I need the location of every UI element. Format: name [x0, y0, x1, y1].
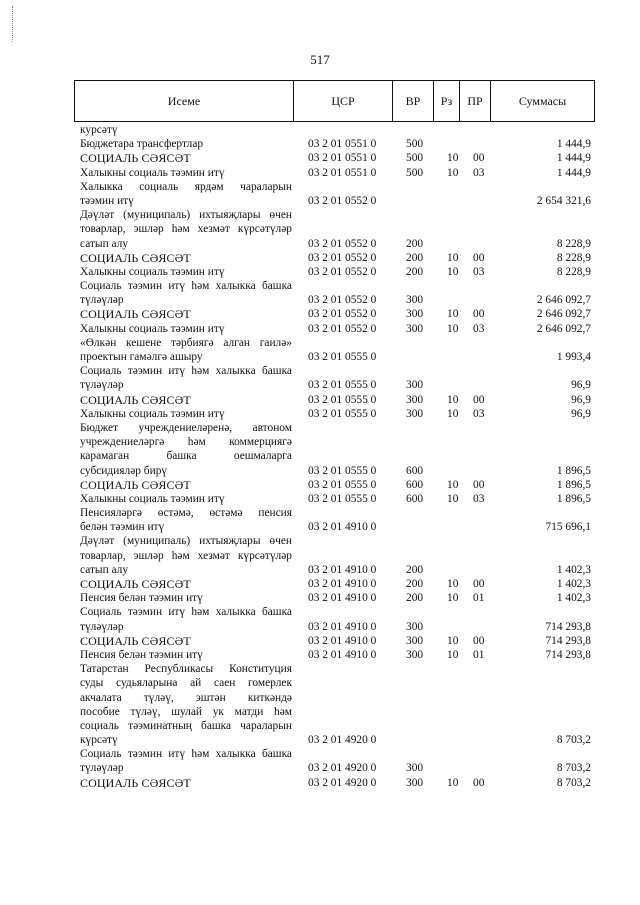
cell-vr: 300: [406, 308, 424, 321]
table-row: [80, 733, 595, 747]
cell-name: СОЦИАЛЬ СӘЯСӘТ: [80, 577, 191, 591]
cell-vr: 300: [406, 393, 424, 406]
cell-csr: 03 2 01 0555 0: [308, 407, 377, 420]
cell-vr: 300: [406, 407, 424, 420]
cell-sum: 714 293,8: [545, 634, 591, 647]
cell-sum: 1 402,3: [556, 578, 591, 590]
cell-name: күрсәтү: [80, 734, 118, 747]
cell-sum: 8 703,2: [556, 762, 591, 775]
cell-pr: 00: [473, 393, 485, 406]
cell-name: пособие түләү, шулай ук матди һәм: [80, 705, 292, 718]
cell-name: түләүләр: [80, 379, 124, 392]
cell-csr: 03 2 01 4910 0: [308, 521, 377, 534]
cell-pr: 03: [473, 492, 485, 505]
cell-name: сатып алу: [80, 237, 129, 250]
cell-csr: 03 2 01 4920 0: [308, 734, 377, 747]
cell-name: СОЦИАЛЬ СӘЯСӘТ: [80, 477, 191, 492]
table-header: [74, 80, 595, 122]
table-row: [80, 336, 595, 350]
cell-pr: 03: [473, 265, 485, 278]
table-row: [80, 322, 595, 336]
table-row: [80, 279, 595, 293]
table-row: [80, 208, 595, 222]
cell-name: суды судьяларына ай саен гомерлек: [80, 677, 292, 690]
header-pr: ПР: [460, 81, 491, 121]
table-row: [80, 563, 595, 577]
cell-rz: 10: [447, 166, 459, 179]
cell-pr: 03: [473, 322, 485, 335]
cell-name: Бюджетара трансфертлар: [80, 138, 204, 151]
table-row: [80, 194, 595, 208]
cell-rz: 10: [447, 308, 459, 321]
cell-csr: 03 2 01 4910 0: [308, 648, 377, 661]
cell-vr: 500: [406, 138, 424, 151]
table-row: [80, 407, 595, 421]
cell-name: Халыкны социаль тәэмин итү: [80, 322, 225, 335]
table-row: [80, 591, 595, 605]
cell-name: Пенсияләргә өстәмә, өстәмә пенсия: [80, 507, 292, 520]
cell-name: Социаль тәэмин итү һәм халыкка башка: [80, 748, 292, 761]
cell-pr: 00: [473, 251, 485, 264]
cell-csr: 03 2 01 0555 0: [308, 379, 377, 392]
cell-vr: 300: [406, 634, 424, 647]
table-row: [80, 421, 595, 435]
cell-rz: 10: [447, 265, 459, 278]
cell-sum: 96,9: [571, 393, 591, 406]
cell-csr: 03 2 01 0551 0: [308, 152, 377, 165]
table-row: [80, 676, 595, 690]
cell-name: курсәтү: [80, 124, 118, 136]
table-row: [80, 251, 595, 265]
cell-vr: 500: [406, 166, 424, 179]
table-row: [80, 180, 595, 194]
cell-sum: 1 896,5: [556, 492, 591, 505]
cell-rz: 10: [447, 776, 459, 789]
cell-name: тәэмин итү: [80, 194, 134, 207]
cell-pr: 00: [473, 578, 485, 590]
cell-name: СОЦИАЛЬ СӘЯСӘТ: [80, 775, 191, 790]
table-body: [80, 123, 595, 790]
cell-vr: 300: [406, 762, 424, 775]
cell-name: Социаль тәэмин итү һәм халыкка башка: [80, 280, 292, 293]
cell-pr: 03: [473, 166, 485, 179]
cell-vr: 300: [406, 322, 424, 335]
cell-vr: 300: [406, 648, 424, 661]
table-row: [80, 151, 595, 165]
cell-vr: 200: [406, 592, 424, 605]
cell-name: СОЦИАЛЬ СӘЯСӘТ: [80, 151, 191, 166]
table-row: [80, 506, 595, 520]
cell-vr: 200: [406, 563, 424, 576]
cell-sum: 2 646 092,7: [536, 294, 591, 307]
cell-csr: 03 2 01 4910 0: [308, 563, 377, 576]
header-name: Исеме: [75, 81, 294, 121]
cell-sum: 1 896,5: [556, 478, 591, 491]
cell-csr: 03 2 01 0555 0: [308, 492, 377, 505]
cell-pr: 00: [473, 308, 485, 321]
cell-pr: 00: [473, 776, 485, 789]
cell-name: товарлар, эшләр һәм хезмәт күрсәтүләр: [80, 549, 292, 562]
cell-sum: 1 444,9: [556, 152, 591, 165]
cell-rz: 10: [447, 152, 459, 165]
header-csr: ЦСР: [294, 81, 393, 121]
table-row: [80, 393, 595, 407]
cell-rz: 10: [447, 251, 459, 264]
cell-csr: 03 2 01 0555 0: [308, 478, 377, 491]
cell-sum: 8 228,9: [556, 251, 591, 264]
table-row: [80, 705, 595, 719]
cell-name: СОЦИАЛЬ СӘЯСӘТ: [80, 307, 191, 322]
cell-name: товарлар, эшләр һәм хезмәт күрсәтүләр: [80, 223, 292, 236]
cell-name: СОЦИАЛЬ СӘЯСӘТ: [80, 250, 191, 265]
table-row: [80, 648, 595, 662]
cell-pr: 00: [473, 152, 485, 165]
cell-name: белән тәэмин итү: [80, 521, 165, 534]
cell-name: сатып алу: [80, 563, 129, 576]
cell-vr: 300: [406, 620, 424, 633]
cell-vr: 300: [406, 294, 424, 307]
cell-rz: 10: [447, 592, 459, 605]
cell-sum: 96,9: [571, 379, 591, 392]
cell-vr: 300: [406, 776, 424, 789]
table-row: [80, 293, 595, 307]
cell-pr: 00: [473, 478, 485, 491]
table-row: [80, 478, 595, 492]
cell-sum: 1 896,5: [556, 464, 591, 477]
cell-pr: 03: [473, 407, 485, 420]
cell-vr: 500: [406, 152, 424, 165]
cell-name: Пенсия белән тәэмин итү: [80, 592, 203, 605]
cell-name: социаль тәэминатның башка чараларын: [80, 719, 292, 732]
cell-name: Халыкны социаль тәэмин итү: [80, 492, 225, 505]
table-row: [80, 520, 595, 534]
cell-csr: 03 2 01 4910 0: [308, 634, 377, 647]
table-row: [80, 137, 595, 151]
cell-vr: 200: [406, 237, 424, 250]
cell-name: акчалата түләү, эштән киткәндә: [80, 691, 292, 704]
cell-name: Халыкны социаль тәэмин итү: [80, 407, 225, 420]
cell-name: Халыкка социаль ярдәм чараларын: [80, 180, 292, 193]
cell-sum: 714 293,8: [545, 648, 591, 661]
cell-csr: 03 2 01 0552 0: [308, 294, 377, 307]
cell-rz: 10: [447, 322, 459, 335]
cell-rz: 10: [447, 648, 459, 661]
table-row: [80, 492, 595, 506]
cell-name: Социаль тәэмин итү һәм халыкка башка: [80, 606, 292, 619]
cell-name: түләүләр: [80, 294, 124, 307]
cell-csr: 03 2 01 0551 0: [308, 166, 377, 179]
header-rz: Рз: [434, 81, 460, 121]
cell-name: карамаган башка оешмаларга: [80, 450, 292, 463]
cell-sum: 1 444,9: [556, 138, 591, 151]
cell-name: субсидияләр бирү: [80, 464, 168, 477]
cell-csr: 03 2 01 4910 0: [308, 592, 377, 605]
table-row: [80, 222, 595, 236]
cell-rz: 10: [447, 578, 459, 590]
cell-sum: 96,9: [571, 407, 591, 420]
cell-rz: 10: [447, 407, 459, 420]
cell-name: Бюджет учреждениеләренә, автоном: [80, 421, 292, 434]
scan-edge-mark: [12, 6, 16, 42]
table-row: [80, 166, 595, 180]
table-row: [80, 691, 595, 705]
cell-vr: 200: [406, 578, 424, 590]
cell-sum: 1 402,3: [556, 592, 591, 605]
header-vr: ВР: [393, 81, 434, 121]
table-row: [80, 237, 595, 251]
cell-csr: 03 2 01 0555 0: [308, 393, 377, 406]
cell-sum: 8 703,2: [556, 734, 591, 747]
cell-name: Халыкны социаль тәэмин итү: [80, 166, 225, 179]
cell-name: түләүләр: [80, 762, 124, 775]
cell-csr: 03 2 01 0555 0: [308, 351, 377, 363]
cell-vr: 600: [406, 492, 424, 505]
cell-sum: 1 993,4: [556, 351, 591, 363]
table-row: [80, 776, 595, 790]
table-row: [80, 605, 595, 619]
cell-name: Социаль тәэмин итү һәм халыкка башка: [80, 365, 292, 378]
table-row: [80, 378, 595, 392]
cell-sum: 1 444,9: [556, 166, 591, 179]
table-row: [80, 534, 595, 548]
table-row: [80, 549, 595, 563]
page-number: 517: [310, 52, 330, 67]
cell-pr: 01: [473, 592, 485, 605]
cell-name: түләүләр: [80, 620, 124, 633]
cell-name: проектын гамәлгә ашыру: [80, 351, 203, 363]
table-row: [80, 449, 595, 463]
cell-name: СОЦИАЛЬ СӘЯСӘТ: [80, 633, 191, 648]
cell-csr: 03 2 01 0552 0: [308, 265, 377, 278]
header-sum: Суммасы: [518, 94, 567, 108]
cell-vr: 600: [406, 478, 424, 491]
cell-rz: 10: [447, 393, 459, 406]
table-row: [80, 662, 595, 676]
table-row: [80, 761, 595, 775]
cell-csr: 03 2 01 4910 0: [308, 620, 377, 633]
cell-csr: 03 2 01 0552 0: [308, 322, 377, 335]
cell-csr: 03 2 01 4910 0: [308, 578, 377, 590]
cell-rz: 10: [447, 478, 459, 491]
table-row: [80, 747, 595, 761]
cell-csr: 03 2 01 0552 0: [308, 308, 377, 321]
cell-rz: 10: [447, 492, 459, 505]
cell-vr: 200: [406, 265, 424, 278]
cell-sum: 714 293,8: [545, 620, 591, 633]
cell-sum: 2 646 092,7: [536, 322, 591, 335]
cell-csr: 03 2 01 0555 0: [308, 464, 377, 477]
table-row: [80, 307, 595, 321]
table-row: [80, 719, 595, 733]
cell-csr: 03 2 01 0552 0: [308, 194, 377, 207]
cell-csr: 03 2 01 0552 0: [308, 237, 377, 250]
cell-name: Дәүләт (муниципаль) ихтыяҗлары өчен: [80, 535, 292, 548]
table-row: [80, 620, 595, 634]
table-row: [80, 577, 595, 591]
cell-name: Дәүләт (муниципаль) ихтыяҗлары өчен: [80, 209, 292, 222]
cell-vr: 300: [406, 379, 424, 392]
table-row: [80, 123, 595, 137]
cell-pr: 00: [473, 634, 485, 647]
table-row: [80, 435, 595, 449]
cell-sum: 2 646 092,7: [536, 308, 591, 321]
cell-pr: 01: [473, 648, 485, 661]
cell-name: СОЦИАЛЬ СӘЯСӘТ: [80, 392, 191, 407]
cell-csr: 03 2 01 4920 0: [308, 762, 377, 775]
cell-name: «Өлкән кешене тәрбиягә алган гаилә»: [80, 336, 292, 349]
cell-sum: 715 696,1: [545, 521, 591, 534]
cell-name: Татарстан Республикасы Конституция: [80, 663, 292, 676]
cell-csr: 03 2 01 4920 0: [308, 776, 377, 789]
cell-csr: 03 2 01 0551 0: [308, 138, 377, 151]
cell-name: учреждениеләргә һәм коммерциягә: [80, 436, 292, 449]
table-row: [80, 464, 595, 478]
cell-csr: 03 2 01 0552 0: [308, 251, 377, 264]
cell-name: Халыкны социаль тәэмин итү: [80, 265, 225, 278]
cell-vr: 200: [406, 251, 424, 264]
table-row: [80, 634, 595, 648]
table-row: [80, 265, 595, 279]
cell-sum: 8 703,2: [556, 776, 591, 789]
cell-sum: 8 228,9: [556, 265, 591, 278]
cell-rz: 10: [447, 634, 459, 647]
cell-vr: 600: [406, 464, 424, 477]
table-row: [80, 350, 595, 364]
cell-sum: 2 654 321,6: [536, 194, 591, 207]
table-row: [80, 364, 595, 378]
cell-name: Пенсия белән тәэмин итү: [80, 648, 203, 661]
cell-sum: 8 228,9: [556, 237, 591, 250]
cell-sum: 1 402,3: [556, 563, 591, 576]
